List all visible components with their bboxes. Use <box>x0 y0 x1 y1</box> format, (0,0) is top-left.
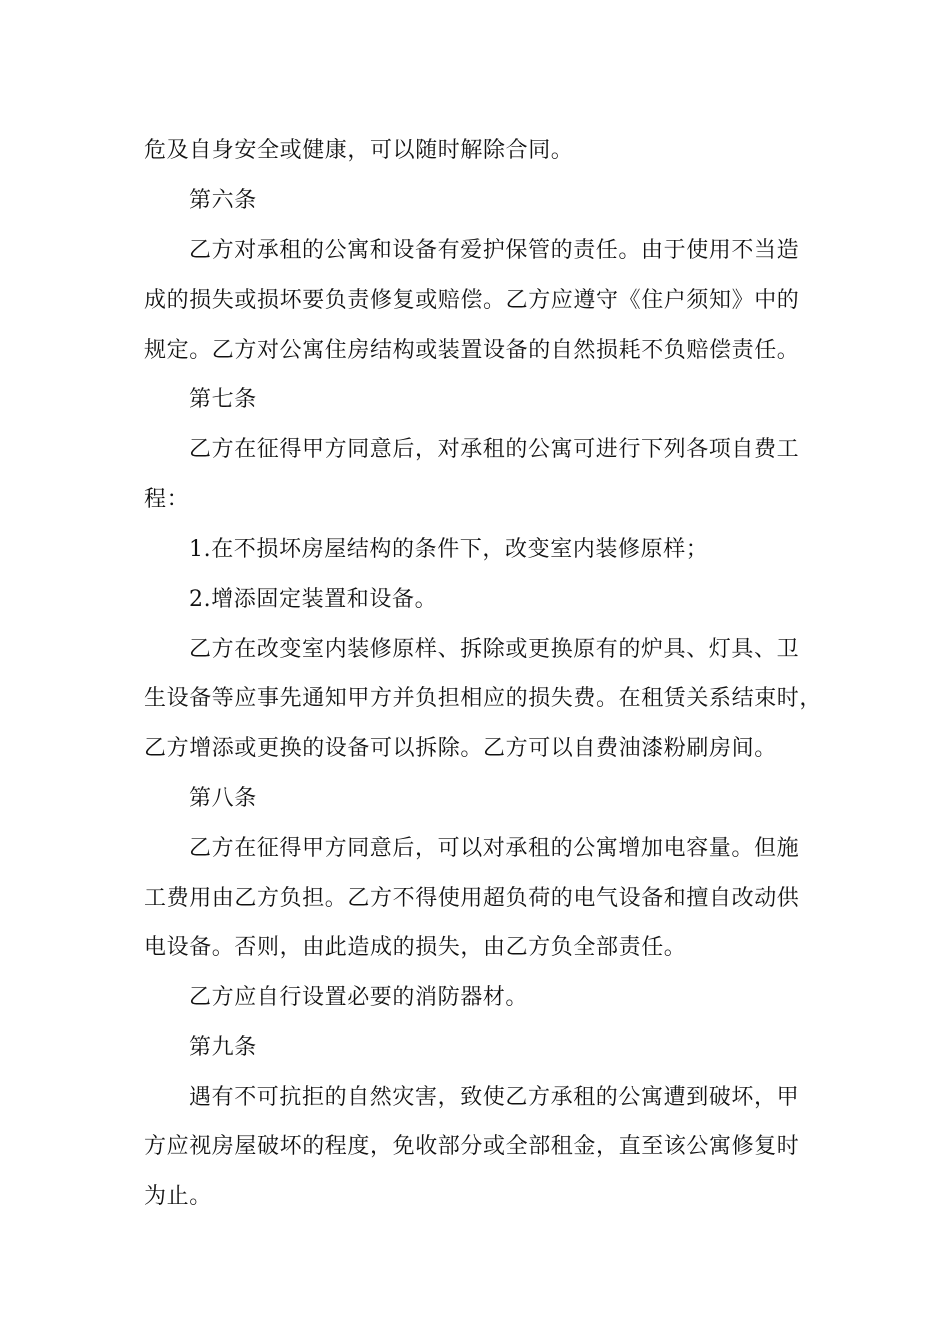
text-line: 程： <box>144 487 190 512</box>
text-line: 危及自身安全或健康，可以随时解除合同。 <box>144 138 574 163</box>
text-line: 乙方对承租的公寓和设备有爱护保管的责任。由于使用不当造 <box>189 238 800 263</box>
text-line: 方应视房屋破坏的程度，免收部分或全部租金，直至该公寓修复时 <box>144 1134 800 1159</box>
article-heading: 第九条 <box>189 1035 257 1060</box>
text-line: 电设备。否则，由此造成的损失，由乙方负全部责任。 <box>144 935 687 960</box>
article-heading: 第八条 <box>189 786 257 811</box>
article-heading: 第六条 <box>189 188 257 213</box>
text-line: 生设备等应事先通知甲方并负担相应的损失费。在租赁关系结束时， <box>144 686 823 711</box>
text-line: 乙方在征得甲方同意后，对承租的公寓可进行下列各项自费工 <box>189 437 800 462</box>
text-line: 工费用由乙方负担。乙方不得使用超负荷的电气设备和擅自改动供 <box>144 886 800 911</box>
list-item: 1.在不损坏房屋结构的条件下，改变室内装修原样； <box>189 537 709 562</box>
article-heading: 第七条 <box>189 387 257 412</box>
text-line: 乙方增添或更换的设备可以拆除。乙方可以自费油漆粉刷房间。 <box>144 736 777 761</box>
list-item: 2.增添固定装置和设备。 <box>189 587 438 612</box>
text-line: 为止。 <box>144 1184 212 1209</box>
text-line: 乙方在征得甲方同意后，可以对承租的公寓增加电容量。但施 <box>189 836 800 861</box>
text-line: 乙方在改变室内装修原样、拆除或更换原有的炉具、灯具、卫 <box>189 637 800 662</box>
text-line: 规定。乙方对公寓住房结构或装置设备的自然损耗不负赔偿责任。 <box>144 338 800 363</box>
text-line: 乙方应自行设置必要的消防器材。 <box>189 985 529 1010</box>
text-line: 成的损失或损坏要负责修复或赔偿。乙方应遵守《住户须知》中的 <box>144 288 800 313</box>
text-line: 遇有不可抗拒的自然灾害，致使乙方承租的公寓遭到破坏，甲 <box>189 1085 800 1110</box>
